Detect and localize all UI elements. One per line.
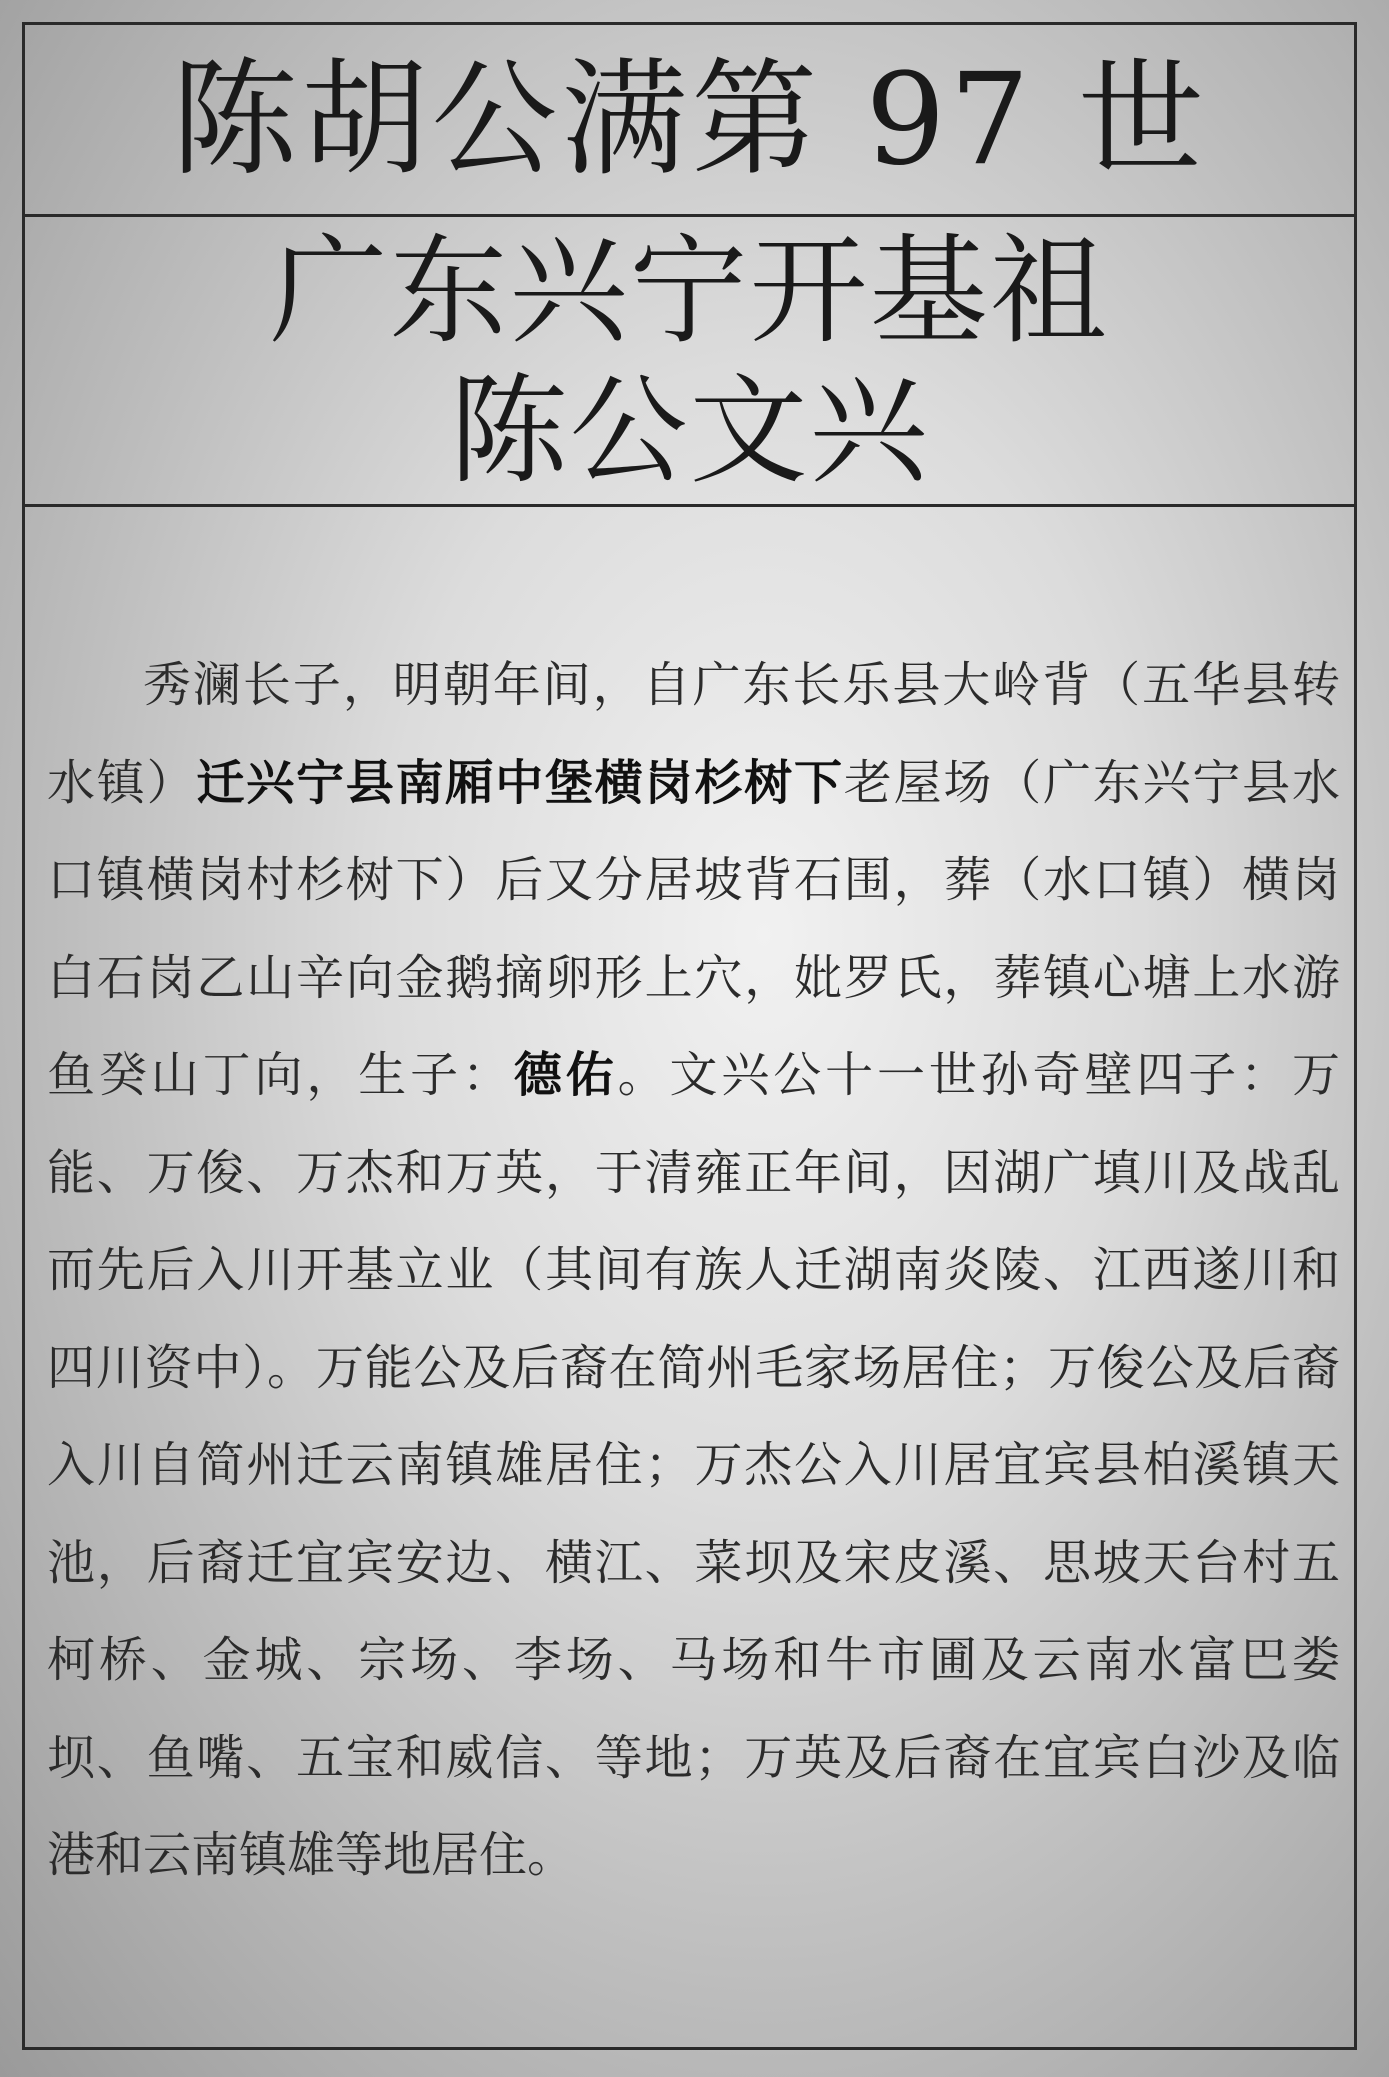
body-text-segment-3: 老屋场（广东兴宁县水口镇横岗村杉树下）后又分居坡背石围，葬（水口镇）横岗白石岗乙山辛向金鹅摘卵形上穴，妣罗氏，葬镇心塘上水游鱼癸山丁向，生子： xyxy=(47,754,1340,1103)
document-frame xyxy=(22,22,1357,2050)
body-paragraph xyxy=(47,637,1340,1905)
body-text-segment-1: 秀澜长子，明朝年间，自广东长乐县大岭背（五华县转水镇） xyxy=(47,657,1340,811)
title-panel xyxy=(25,25,1354,217)
subtitle-line-1: 广东兴宁开基祖 xyxy=(269,221,1110,360)
subtitle-panel xyxy=(25,217,1354,507)
subtitle-line-2: 陈公文兴 xyxy=(449,361,930,500)
body-bold-son-name: 德佑 xyxy=(513,1047,618,1103)
body-text-segment-5: 。文兴公十一世孙奇壁四子：万能、万俊、万杰和万英，于清雍正年间，因湖广填川及战乱而先后入川开基立业（其间有族人迁湖南炎陵、江西遂川和四川资中）。万能公及后裔在简州毛家场居住；万俊公及后裔入川自简州迁云南镇雄居住；万杰公入川居宜宾县柏溪镇天池，后裔迁宜宾安边、横江、菜坝及宋皮溪、思坡天台村五柯桥、金城、宗场、李场、马场和牛市圃及云南水富巴娄坝、鱼嘴、五宝和威信、等地；万英及后裔在宜宾白沙及临港和云南镇雄等地居住。 xyxy=(47,1047,1340,1883)
body-panel xyxy=(25,507,1354,2047)
page-title: 陈胡公满第 97 世 xyxy=(171,45,1208,193)
body-bold-place: 迁兴宁县南厢中堡横岗杉树下 xyxy=(196,754,844,811)
